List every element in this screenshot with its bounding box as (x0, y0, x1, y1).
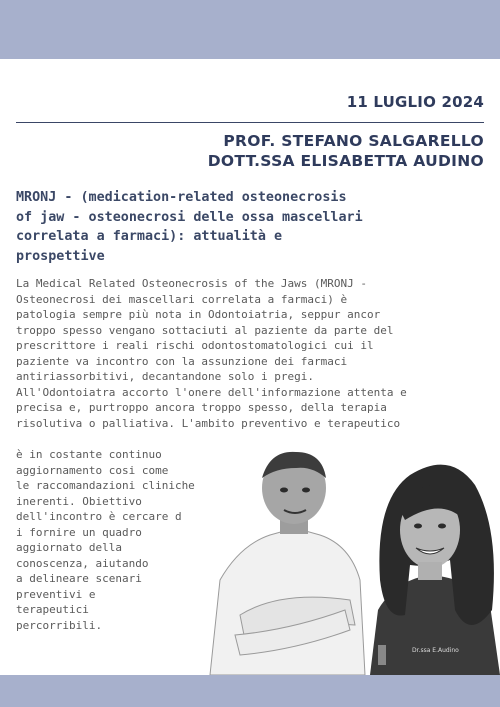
speaker-1: PROF. STEFANO SALGARELLO (223, 132, 484, 150)
badge-text: Dr.ssa E.Audino (412, 647, 459, 654)
speakers-block (208, 131, 484, 171)
talk-title: MRONJ - (medication-related osteonecrosis of jaw - osteonecrosi delle ossa mascellari correlata a farmaci): attualità e prospettive (16, 190, 363, 264)
woman-figure (370, 465, 500, 675)
event-date: 11 LUGLIO 2024 (346, 93, 484, 111)
speaker-2: DOTT.SSA ELISABETTA AUDINO (207, 152, 484, 170)
top-color-band (0, 0, 500, 59)
bottom-color-band (0, 675, 500, 707)
divider-line (16, 122, 484, 123)
abstract-paragraph: La Medical Related Osteonecrosis of the Jaws (MRONJ - Osteonecrosi dei mascellari correlata a farmaci) è patologia sempre più nota in Odontoiatria, seppur ancor troppo spesso vengano sottaciuti al paziente da parte del prescrittore i reali rischi odontostomatologici cui il paziente va incontro con la assunzione dei farmaci antiriassorbitivi, decantandone solo i pregi. All'Odontoiatra accorto l'onere dell'informazione attenta e precisa e, purtroppo ancora troppo spesso, della terapia risolutiva o palliativa. L'ambito preventivo e terapeutico (16, 277, 407, 430)
abstract-paragraph-continued: è in costante continuo aggiornamento cosi come le raccomandazioni cliniche inerenti. Obiettivo dell'incontro è cercare d i fornire un quadro aggiornato della conoscenza, aiutando a delineare scenari preventivi e terapeutici percorribili. (16, 448, 195, 632)
man-figure (210, 452, 365, 675)
speakers-photo (200, 440, 500, 675)
